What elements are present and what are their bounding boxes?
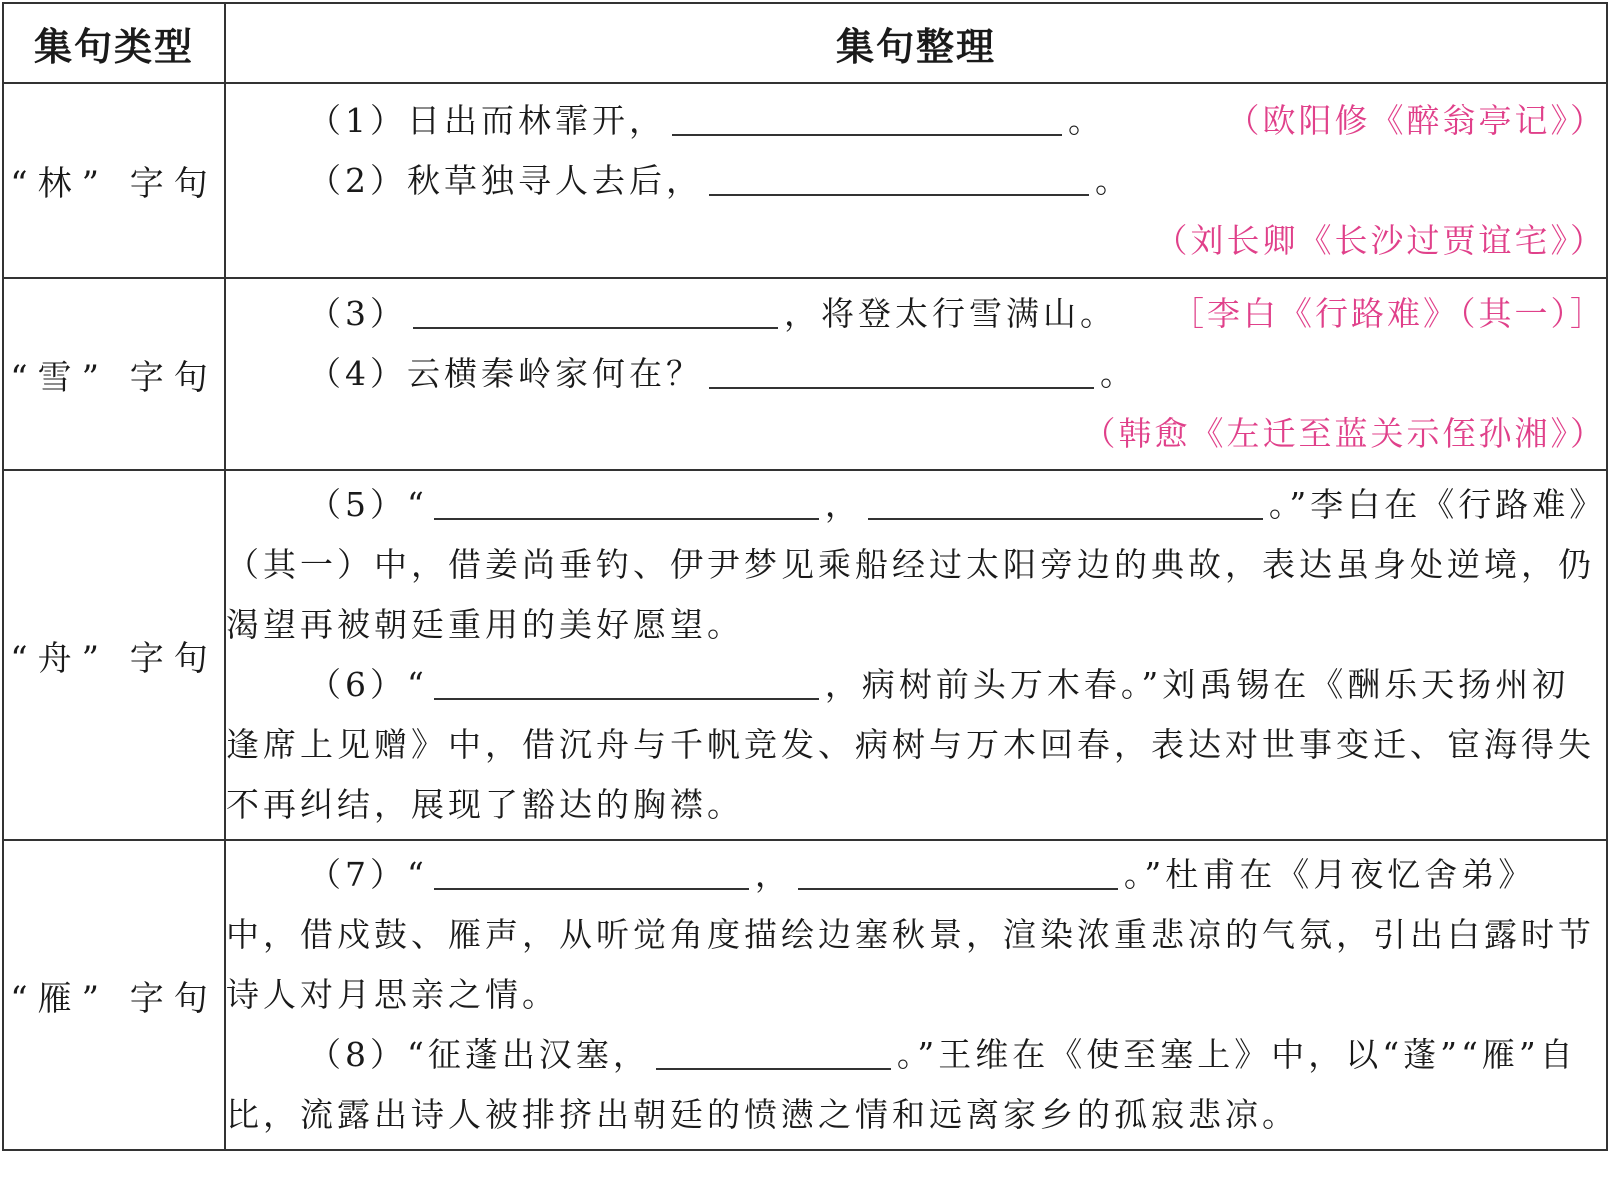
- header-content: 集句整理: [225, 3, 1607, 83]
- question-6: （6）“ ，病树前头万木春。”刘禹锡在《酬乐天扬州初逢席上见赠》中，借沉舟与千帆竞发、病树与万木回春，表达对世事变迁、宦海得失不再纠结，展现了豁达的胸襟。: [226, 655, 1606, 835]
- question-8: （8）“征蓬出汉塞， 。”王维在《使至塞上》中，以“蓬”“雁”自比，流露出诗人被排挤出朝廷的愤懑之情和远离家乡的孤寂悲凉。: [226, 1025, 1606, 1145]
- answer-blank[interactable]: [413, 291, 778, 329]
- header-row: [3, 3, 1607, 83]
- poetry-table: [2, 2, 1608, 1151]
- row-content: [225, 278, 1607, 470]
- row-content: [225, 840, 1607, 1150]
- answer-blank[interactable]: [709, 158, 1089, 196]
- row-type-label: “雪” 字句: [3, 278, 225, 470]
- question-1: （1）日出而林霏开， 。 （欧阳修《醉翁亭记》）: [226, 91, 1606, 151]
- row-type-label: “雁” 字句: [3, 840, 225, 1150]
- source-citation: （欧阳修《醉翁亭记》）: [1226, 100, 1606, 140]
- header-type: 集句类型: [3, 3, 225, 83]
- question-4: （4）云横秦岭家何在？ 。: [226, 344, 1606, 404]
- table-row: [3, 83, 1607, 278]
- answer-blank[interactable]: [656, 1032, 891, 1070]
- question-2-source: [226, 211, 1606, 271]
- answer-blank[interactable]: [434, 852, 749, 890]
- question-2: （2）秋草独寻人去后， 。: [226, 151, 1606, 211]
- source-citation: （刘长卿《长沙过贾谊宅》）: [1154, 220, 1606, 260]
- question-3: （3） ，将登太行雪满山。 ［李白《行路难》（其一）］: [226, 284, 1606, 344]
- answer-blank[interactable]: [434, 482, 819, 520]
- row-content: [225, 83, 1607, 278]
- answer-blank[interactable]: [434, 662, 819, 700]
- question-5: （5）“ ， 。”李白在《行路难》（其一）中，借姜尚垂钓、伊尹梦见乘船经过太阳旁边的典故，表达虽身处逆境，仍渴望再被朝廷重用的美好愿望。: [226, 475, 1606, 655]
- row-content: [225, 470, 1607, 840]
- question-4-source: [226, 404, 1606, 464]
- table-row: [3, 470, 1607, 840]
- row-type-label: “林” 字句: [3, 83, 225, 278]
- answer-blank[interactable]: [672, 98, 1062, 136]
- table-row: [3, 840, 1607, 1150]
- question-7: （7）“ ， 。”杜甫在《月夜忆舍弟》中，借戍鼓、雁声，从听觉角度描绘边塞秋景，渲染浓重悲凉的气氛，引出白露时节诗人对月思亲之情。: [226, 845, 1606, 1025]
- table-row: [3, 278, 1607, 470]
- source-citation: （韩愈《左迁至蓝关示侄孙湘》）: [1082, 414, 1606, 453]
- answer-blank[interactable]: [709, 351, 1094, 389]
- answer-blank[interactable]: [868, 482, 1263, 520]
- row-type-label: “舟” 字句: [3, 470, 225, 840]
- source-citation: ［李白《行路难》（其一）］: [1171, 294, 1606, 333]
- answer-blank[interactable]: [798, 852, 1118, 890]
